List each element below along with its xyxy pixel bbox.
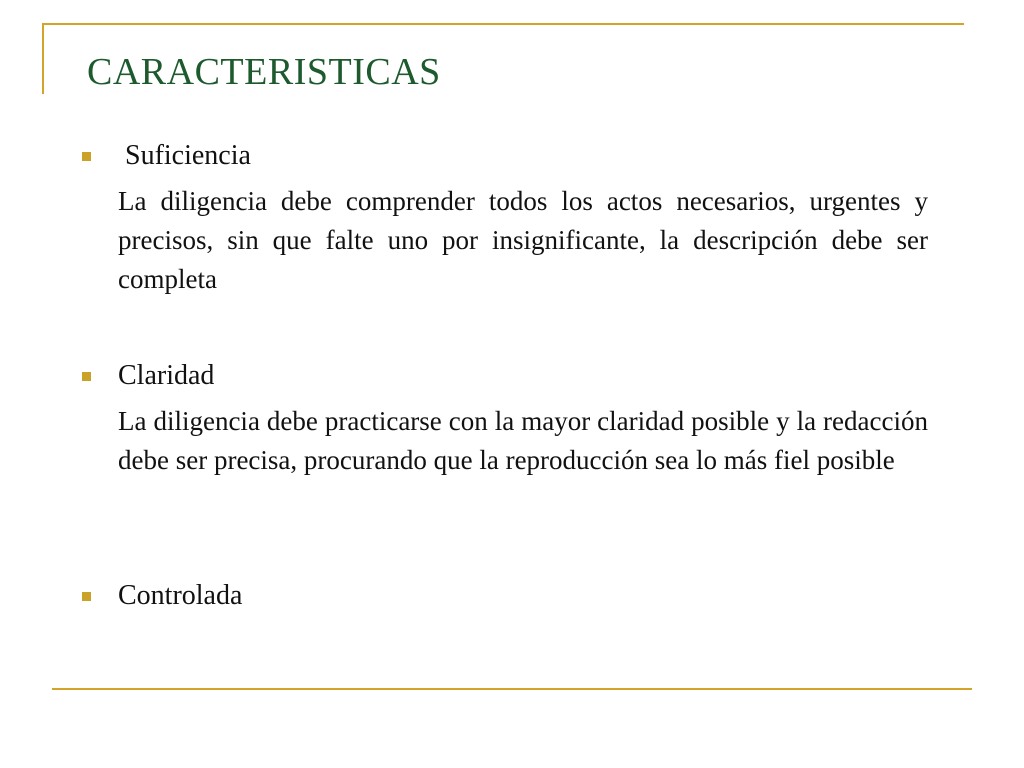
frame-left-line xyxy=(42,23,44,94)
frame-bottom-line xyxy=(52,688,972,690)
square-bullet-icon xyxy=(82,592,91,601)
frame-top-line xyxy=(42,23,964,25)
square-bullet-icon xyxy=(82,152,91,161)
item-heading-suficiencia: Suficiencia xyxy=(118,140,251,171)
item-description-claridad: La diligencia debe practicarse con la mayor claridad posible y la redacción debe ser precisa, procurando que la reproducción sea lo más fiel posible xyxy=(118,406,928,475)
item-heading-controlada: Controlada xyxy=(118,580,243,611)
item-heading-claridad: Claridad xyxy=(118,360,215,391)
item-description-suficiencia: La diligencia debe comprender todos los actos necesarios, urgentes y precisos, sin que falte uno por insignificante, la descripción debe ser completa xyxy=(118,186,928,294)
square-bullet-icon xyxy=(82,372,91,381)
slide-title: CARACTERISTICAS xyxy=(87,51,441,93)
